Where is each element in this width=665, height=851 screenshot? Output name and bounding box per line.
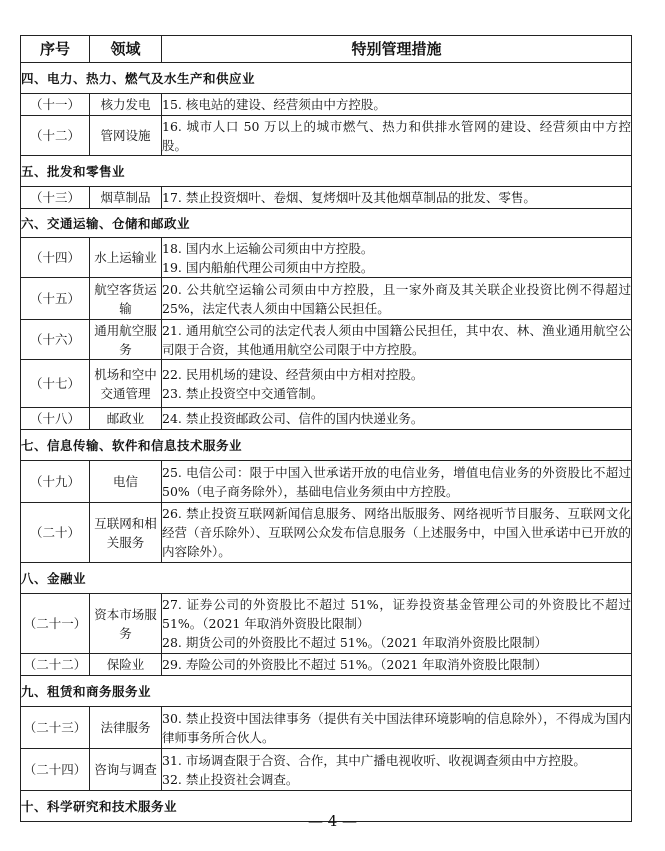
row-number: （十一） <box>21 94 90 116</box>
row-measures <box>162 749 632 791</box>
measure-item: 29. 寿险公司的外资股比不超过 51%。（2021 年取消外资股比限制） <box>162 657 548 672</box>
measure-item: 18. 国内水上运输公司须由中方控股。 <box>162 240 374 256</box>
row-measures <box>162 707 632 749</box>
measure-item: 27. 证券公司的外资股比不超过 51%，证券投资基金管理公司的外资股比不超过 51%。（2021 年取消外资股比限制） <box>162 597 631 631</box>
section-title: 十、科学研究和技术服务业 <box>21 791 632 822</box>
row-measures <box>162 187 632 209</box>
row-measures <box>162 278 632 320</box>
row-field: 资本市场服务 <box>90 594 162 654</box>
row-measures <box>162 594 632 654</box>
measure-item: 15. 核电站的建设、经营须由中方控股。 <box>162 97 386 112</box>
table-row <box>21 503 632 563</box>
row-number: （十七） <box>21 360 90 408</box>
section-row <box>21 156 632 187</box>
section-title: 九、租赁和商务服务业 <box>21 676 632 707</box>
row-number: （二十四） <box>21 749 90 791</box>
row-field: 邮政业 <box>90 408 162 430</box>
row-measures <box>162 503 632 563</box>
measure-item: 22. 民用机场的建设、经营须由中方相对控股。 <box>162 366 424 382</box>
section-row <box>21 430 632 461</box>
row-number: （二十一） <box>21 594 90 654</box>
row-field: 保险业 <box>90 654 162 676</box>
row-number: （二十） <box>21 503 90 563</box>
row-number: （十三） <box>21 187 90 209</box>
measure-item: 30. 禁止投资中国法律事务（提供有关中国法律环境影响的信息除外），不得成为国内律师事务所合伙人。 <box>162 710 631 745</box>
row-measures <box>162 94 632 116</box>
table-row <box>21 749 632 791</box>
table-row <box>21 238 632 278</box>
table-row <box>21 707 632 749</box>
section-title: 四、电力、热力、燃气及水生产和供应业 <box>21 63 632 94</box>
measure-item: 20. 公共航空运输公司须由中方控股，且一家外商及其关联企业投资比例不得超过 25%，法定代表人须由中国籍公民担任。 <box>162 281 631 316</box>
row-number: （二十二） <box>21 654 90 676</box>
row-measures <box>162 116 632 156</box>
measure-item: 23. 禁止投资空中交通管制。 <box>162 385 324 401</box>
row-field: 航空客货运输 <box>90 278 162 320</box>
row-field: 法律服务 <box>90 707 162 749</box>
table-row <box>21 654 632 676</box>
row-field: 烟草制品 <box>90 187 162 209</box>
row-number: （十二） <box>21 116 90 156</box>
section-title: 六、交通运输、仓储和邮政业 <box>21 209 632 238</box>
row-field: 互联网和相关服务 <box>90 503 162 563</box>
table-row <box>21 320 632 360</box>
measure-item: 25. 电信公司：限于中国入世承诺开放的电信业务，增值电信业务的外资股比不超过 50%（电子商务除外），基础电信业务须由中方控股。 <box>162 464 631 499</box>
section-row <box>21 63 632 94</box>
measure-item: 26. 禁止投资互联网新闻信息服务、网络出版服务、网络视听节目服务、互联网文化经营（音乐除外）、互联网公众发布信息服务（上述服务中，中国入世承诺中已开放的内容除外）。 <box>162 506 631 559</box>
row-measures <box>162 238 632 278</box>
row-field: 通用航空服务 <box>90 320 162 360</box>
row-measures <box>162 654 632 676</box>
measure-item: 28. 期货公司的外资股比不超过 51%。（2021 年取消外资股比限制） <box>162 635 548 650</box>
row-number: （二十三） <box>21 707 90 749</box>
section-title: 八、金融业 <box>21 563 632 594</box>
row-field: 咨询与调查 <box>90 749 162 791</box>
header-measures: 特别管理措施 <box>162 36 632 63</box>
row-field: 核力发电 <box>90 94 162 116</box>
measure-item: 19. 国内船舶代理公司须由中方控股。 <box>162 259 374 275</box>
measure-item: 21. 通用航空公司的法定代表人须由中国籍公民担任，其中农、林、渔业通用航空公司限于合资，其他通用航空公司限于中方控股。 <box>162 322 631 357</box>
row-number: （十五） <box>21 278 90 320</box>
table-row <box>21 461 632 503</box>
row-field: 电信 <box>90 461 162 503</box>
row-measures <box>162 461 632 503</box>
table-row <box>21 594 632 654</box>
row-number: （十六） <box>21 320 90 360</box>
measures-table <box>20 35 632 822</box>
section-title: 七、信息传输、软件和信息技术服务业 <box>21 430 632 461</box>
section-row <box>21 209 632 238</box>
table-row <box>21 278 632 320</box>
table-row <box>21 360 632 408</box>
row-field: 机场和空中交通管理 <box>90 360 162 408</box>
row-measures <box>162 408 632 430</box>
table-row <box>21 408 632 430</box>
page-number: — 4 — <box>307 812 358 830</box>
table-header-row <box>21 36 632 63</box>
row-measures <box>162 320 632 360</box>
row-measures <box>162 360 632 408</box>
measure-item: 24. 禁止投资邮政公司、信件的国内快递业务。 <box>162 411 424 426</box>
measure-item: 16. 城市人口 50 万以上的城市燃气、热力和供排水管网的建设、经营须由中方控股。 <box>162 118 631 153</box>
measure-item: 17. 禁止投资烟叶、卷烟、复烤烟叶及其他烟草制品的批发、零售。 <box>162 190 536 205</box>
row-number: （十九） <box>21 461 90 503</box>
table-row <box>21 187 632 209</box>
section-row <box>21 563 632 594</box>
row-number: （十四） <box>21 238 90 278</box>
row-number: （十八） <box>21 408 90 430</box>
row-field: 管网设施 <box>90 116 162 156</box>
measure-item: 31. 市场调查限于合资、合作，其中广播电视收听、收视调查须由中方控股。 <box>162 752 586 768</box>
row-field: 水上运输业 <box>90 238 162 278</box>
measure-item: 32. 禁止投资社会调查。 <box>162 771 299 787</box>
header-number: 序号 <box>21 36 90 63</box>
table-row <box>21 116 632 156</box>
header-field: 领域 <box>90 36 162 63</box>
table-row <box>21 94 632 116</box>
section-row <box>21 676 632 707</box>
section-title: 五、批发和零售业 <box>21 156 632 187</box>
